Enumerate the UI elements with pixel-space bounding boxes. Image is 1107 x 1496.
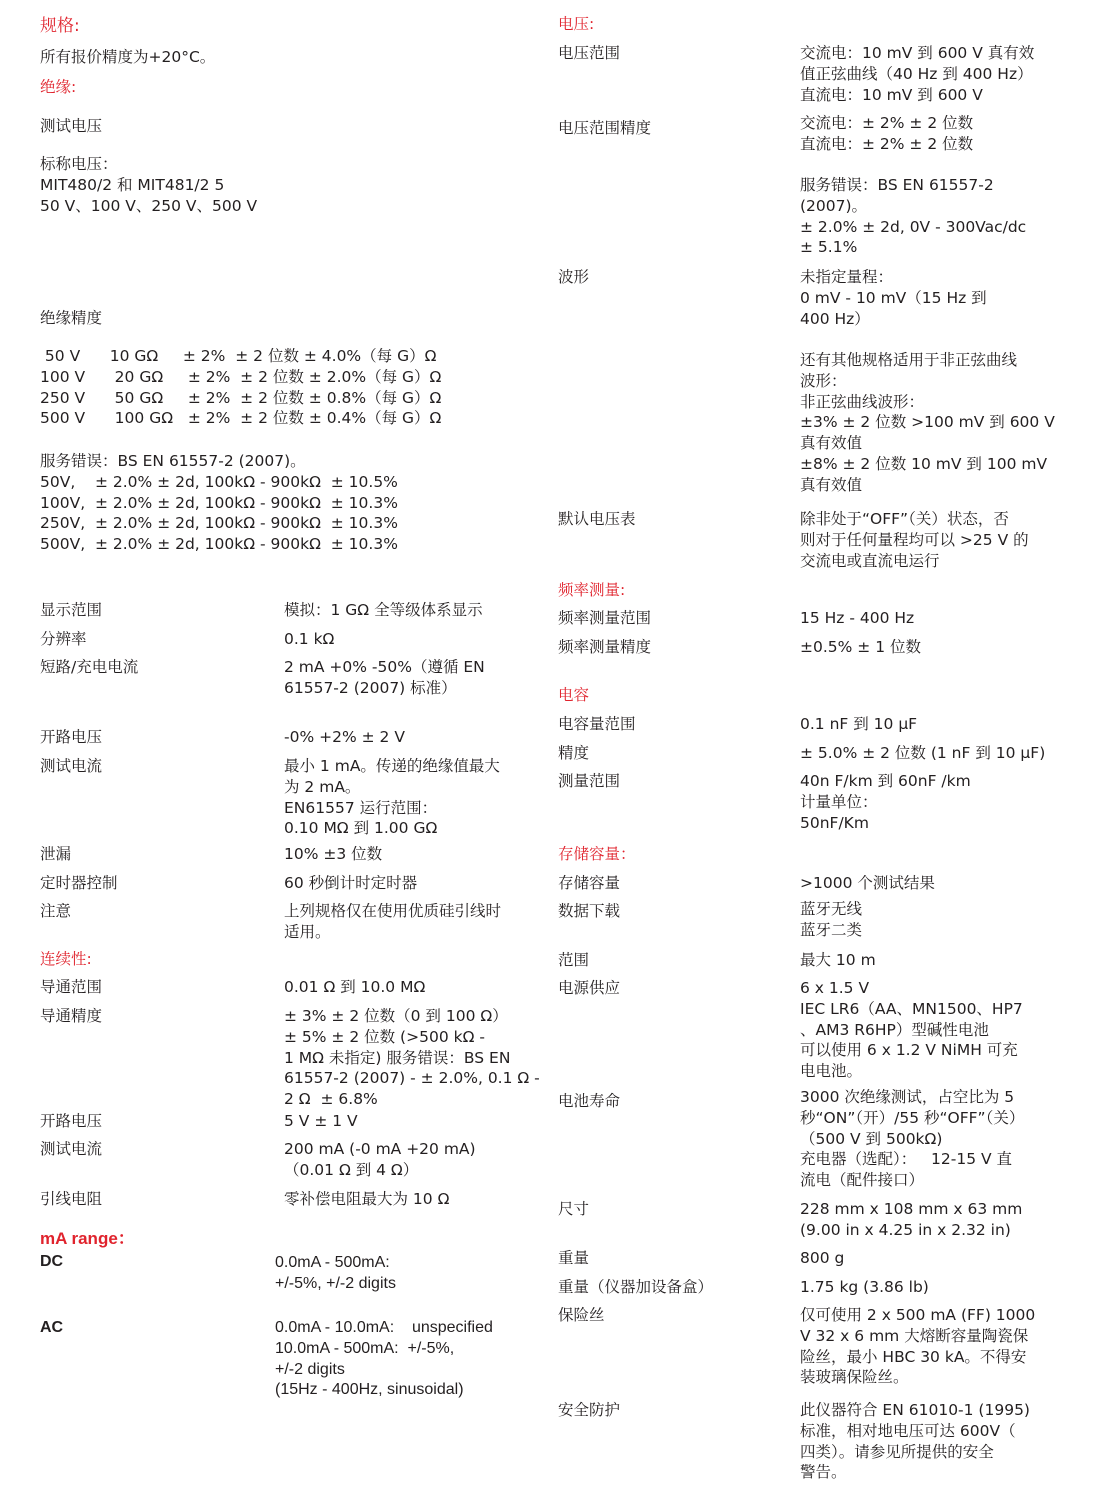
row-value: 0.01 Ω 到 10.0 MΩ bbox=[284, 978, 426, 996]
row-label: 导通范围 bbox=[40, 978, 103, 996]
storage-heading: 存储容量： bbox=[558, 845, 636, 863]
row-label: 显示范围 bbox=[40, 601, 103, 619]
row-value: 上列规格仅在使用优质硅引线时 适用。 bbox=[284, 902, 502, 941]
row-label: 定时器控制 bbox=[40, 874, 118, 892]
insulation-heading: 绝缘: bbox=[40, 78, 77, 96]
row-value: 3000 次绝缘测试，占空比为 5 秒“ON”（开）/55 秒“OFF”（关） （500 V 到 500kΩ) 充电器（选配）： 12-15 V 直 流电（配件接口） bbox=[800, 1088, 1025, 1190]
row-value: 6 x 1.5 V IEC LR6（AA、MN1500、HP7 、AM3 R6HP）型碱性电池 可以使用 6 x 1.2 V NiMH 可充 电电池。 bbox=[800, 979, 1023, 1081]
row-label: 分辨率 bbox=[40, 630, 87, 648]
row-value: 15 Hz - 400 Hz bbox=[800, 609, 915, 627]
row-value: 蓝牙无线 蓝牙二类 bbox=[800, 900, 863, 939]
row-value: 2 mA +0% -50%（遵循 EN 61557-2 (2007) 标准） bbox=[284, 658, 485, 697]
voltage-heading: 电压: bbox=[558, 15, 595, 33]
ma-row-value: 0.0mA - 500mA: +/-5%, +/-2 digits bbox=[275, 1254, 396, 1292]
insulation-accuracy-table: 50 V 10 GΩ ± 2% ± 2 位数 ± 4.0%（每 G）Ω 100 V 20 GΩ ± 2% ± 2 位数 ± 2.0%（每 G）Ω 250 V 50 GΩ ± 2% ± 2 位数 ± 0.8%（每 G）Ω 500 V 100 GΩ ± 2% ± 2 位数 ± 0.4%（每 G）Ω bbox=[40, 347, 442, 428]
row-value: 200 mA (-0 mA +20 mA) （0.01 Ω 到 4 Ω） bbox=[284, 1140, 476, 1179]
row-value: 60 秒倒计时定时器 bbox=[284, 874, 418, 892]
row-value: 5 V ± 1 V bbox=[284, 1112, 358, 1130]
nonsine-waveform-value: 还有其他规格适用于非正弦曲线 波形： 非正弦曲线波形： ±3% ± 2 位数 >100 mV 到 600 V 真有效值 ±8% ± 2 位数 10 mV 到 100 mV 真有效值 bbox=[800, 351, 1055, 494]
frequency-heading: 频率测量: bbox=[558, 581, 626, 599]
test-voltage-label: 测试电压 bbox=[40, 117, 103, 135]
row-label: 开路电压 bbox=[40, 728, 103, 746]
voltage-accuracy-value: 交流电：± 2% ± 2 位数 直流电：± 2% ± 2 位数 bbox=[800, 114, 974, 153]
spec-note: 所有报价精度为+20°C。 bbox=[40, 48, 216, 66]
row-value: ± 3% ± 2 位数（0 到 100 Ω） ± 5% ± 2 位数 (>500 kΩ - 1 MΩ 未指定) 服务错误：BS EN 61557-2 (2007) - ± 2.0%, 0.1 Ω - 2 Ω ± 6.8% bbox=[284, 1007, 540, 1109]
row-label: 数据下载 bbox=[558, 902, 621, 920]
row-value: -0% +2% ± 2 V bbox=[284, 728, 405, 746]
row-value: 0.1 nF 到 10 μF bbox=[800, 715, 918, 733]
row-value: 1.75 kg (3.86 lb) bbox=[800, 1278, 929, 1296]
row-value: 0.1 kΩ bbox=[284, 630, 335, 648]
row-value: 800 g bbox=[800, 1249, 845, 1267]
row-label: 电容量范围 bbox=[558, 715, 636, 733]
row-value: 10% ±3 位数 bbox=[284, 845, 383, 863]
row-label: 尺寸 bbox=[558, 1200, 590, 1218]
row-value: 仅可使用 2 x 500 mA (FF) 1000 V 32 x 6 mm 大熔断容量陶瓷保 险丝，最小 HBC 30 kA。不得安 装玻璃保险丝。 bbox=[800, 1306, 1036, 1387]
row-label: 测试电流 bbox=[40, 1140, 103, 1158]
row-label: 电池寿命 bbox=[558, 1092, 621, 1110]
insulation-accuracy-label: 绝缘精度 bbox=[40, 309, 103, 327]
row-value: 最小 1 mA。传递的绝缘值最大 为 2 mA。 EN61557 运行范围： 0.10 MΩ 到 1.00 GΩ bbox=[284, 757, 500, 838]
default-voltmeter-label: 默认电压表 bbox=[558, 510, 636, 528]
row-label: 短路/充电电流 bbox=[40, 658, 139, 676]
ma-row-value: 0.0mA - 10.0mA: unspecified 10.0mA - 500mA: +/-5%, +/-2 digits (15Hz - 400Hz, sinusoidal) bbox=[275, 1319, 493, 1399]
waveform-label: 波形 bbox=[558, 268, 590, 286]
ma-row-label: DC bbox=[40, 1253, 64, 1270]
voltage-range-value: 交流电：10 mV 到 600 V 真有效 值正弦曲线（40 Hz 到 400 Hz） 直流电：10 mV 到 600 V bbox=[800, 44, 1035, 104]
spec-heading: 规格: bbox=[40, 16, 80, 36]
capacitance-heading: 电容 bbox=[558, 686, 590, 704]
row-label: 保险丝 bbox=[558, 1306, 605, 1324]
row-label: 导通精度 bbox=[40, 1007, 103, 1025]
row-value: 40n F/km 到 60nF /km 计量单位： 50nF/Km bbox=[800, 772, 971, 832]
default-voltmeter-value: 除非处于“OFF”（关）状态，否 则对于任何量程均可以 >25 V 的 交流电或直流电运行 bbox=[800, 510, 1029, 570]
row-label: 范围 bbox=[558, 951, 590, 969]
row-label: 精度 bbox=[558, 744, 590, 762]
row-value: ±0.5% ± 1 位数 bbox=[800, 638, 921, 656]
row-label: 电源供应 bbox=[558, 979, 621, 997]
row-label: 重量（仪器加设备盒） bbox=[558, 1278, 714, 1296]
ma-range-heading: mA range： bbox=[40, 1229, 135, 1248]
row-value: 此仪器符合 EN 61010-1 (1995) 标准，相对地电压可达 600V（ 四类）。请参见所提供的安全 警告。 bbox=[800, 1401, 1030, 1482]
ma-row-label: AC bbox=[40, 1319, 64, 1336]
nominal-voltage: 标称电压： MIT480/2 和 MIT481/2 5 50 V、100 V、250 V、500 V bbox=[40, 155, 258, 215]
voltage-service-error: 服务错误：BS EN 61557-2 (2007)。 ± 2.0% ± 2d, 0V - 300Vac/dc ± 5.1% bbox=[800, 176, 1027, 257]
row-label: 重量 bbox=[558, 1249, 590, 1267]
waveform-value: 未指定量程： 0 mV - 10 mV（15 Hz 到 400 Hz） bbox=[800, 268, 987, 328]
row-value: 零补偿电阻最大为 10 Ω bbox=[284, 1190, 450, 1208]
row-label: 存储容量 bbox=[558, 874, 621, 892]
voltage-accuracy-label: 电压范围精度 bbox=[558, 119, 652, 137]
row-label: 泄漏 bbox=[40, 845, 72, 863]
row-label: 频率测量精度 bbox=[558, 638, 652, 656]
row-value: ± 5.0% ± 2 位数 (1 nF 到 10 μF) bbox=[800, 744, 1046, 762]
insulation-service-error: 服务错误：BS EN 61557-2 (2007)。 50V, ± 2.0% ± 2d, 100kΩ - 900kΩ ± 10.5% 100V, ± 2.0% ± 2d, 100kΩ - 900kΩ ± 10.3% 250V, ± 2.0% ± 2d, 100kΩ - 900kΩ ± 10.3% 500V, ± 2.0% ± 2d, 100kΩ - 900kΩ ± 10.3% bbox=[40, 452, 398, 554]
row-label: 开路电压 bbox=[40, 1112, 103, 1130]
row-value: 最大 10 m bbox=[800, 951, 876, 969]
row-label: 引线电阻 bbox=[40, 1190, 103, 1208]
row-value: 模拟：1 GΩ 全等级体系显示 bbox=[284, 601, 483, 619]
row-value: 228 mm x 108 mm x 63 mm (9.00 in x 4.25 in x 2.32 in) bbox=[800, 1200, 1023, 1239]
voltage-range-label: 电压范围 bbox=[558, 44, 621, 62]
row-label: 安全防护 bbox=[558, 1401, 621, 1419]
row-label: 频率测量范围 bbox=[558, 609, 652, 627]
continuity-heading: 连续性: bbox=[40, 950, 92, 968]
row-label: 测量范围 bbox=[558, 772, 621, 790]
row-label: 测试电流 bbox=[40, 757, 103, 775]
row-value: >1000 个测试结果 bbox=[800, 874, 935, 892]
row-label: 注意 bbox=[40, 902, 72, 920]
